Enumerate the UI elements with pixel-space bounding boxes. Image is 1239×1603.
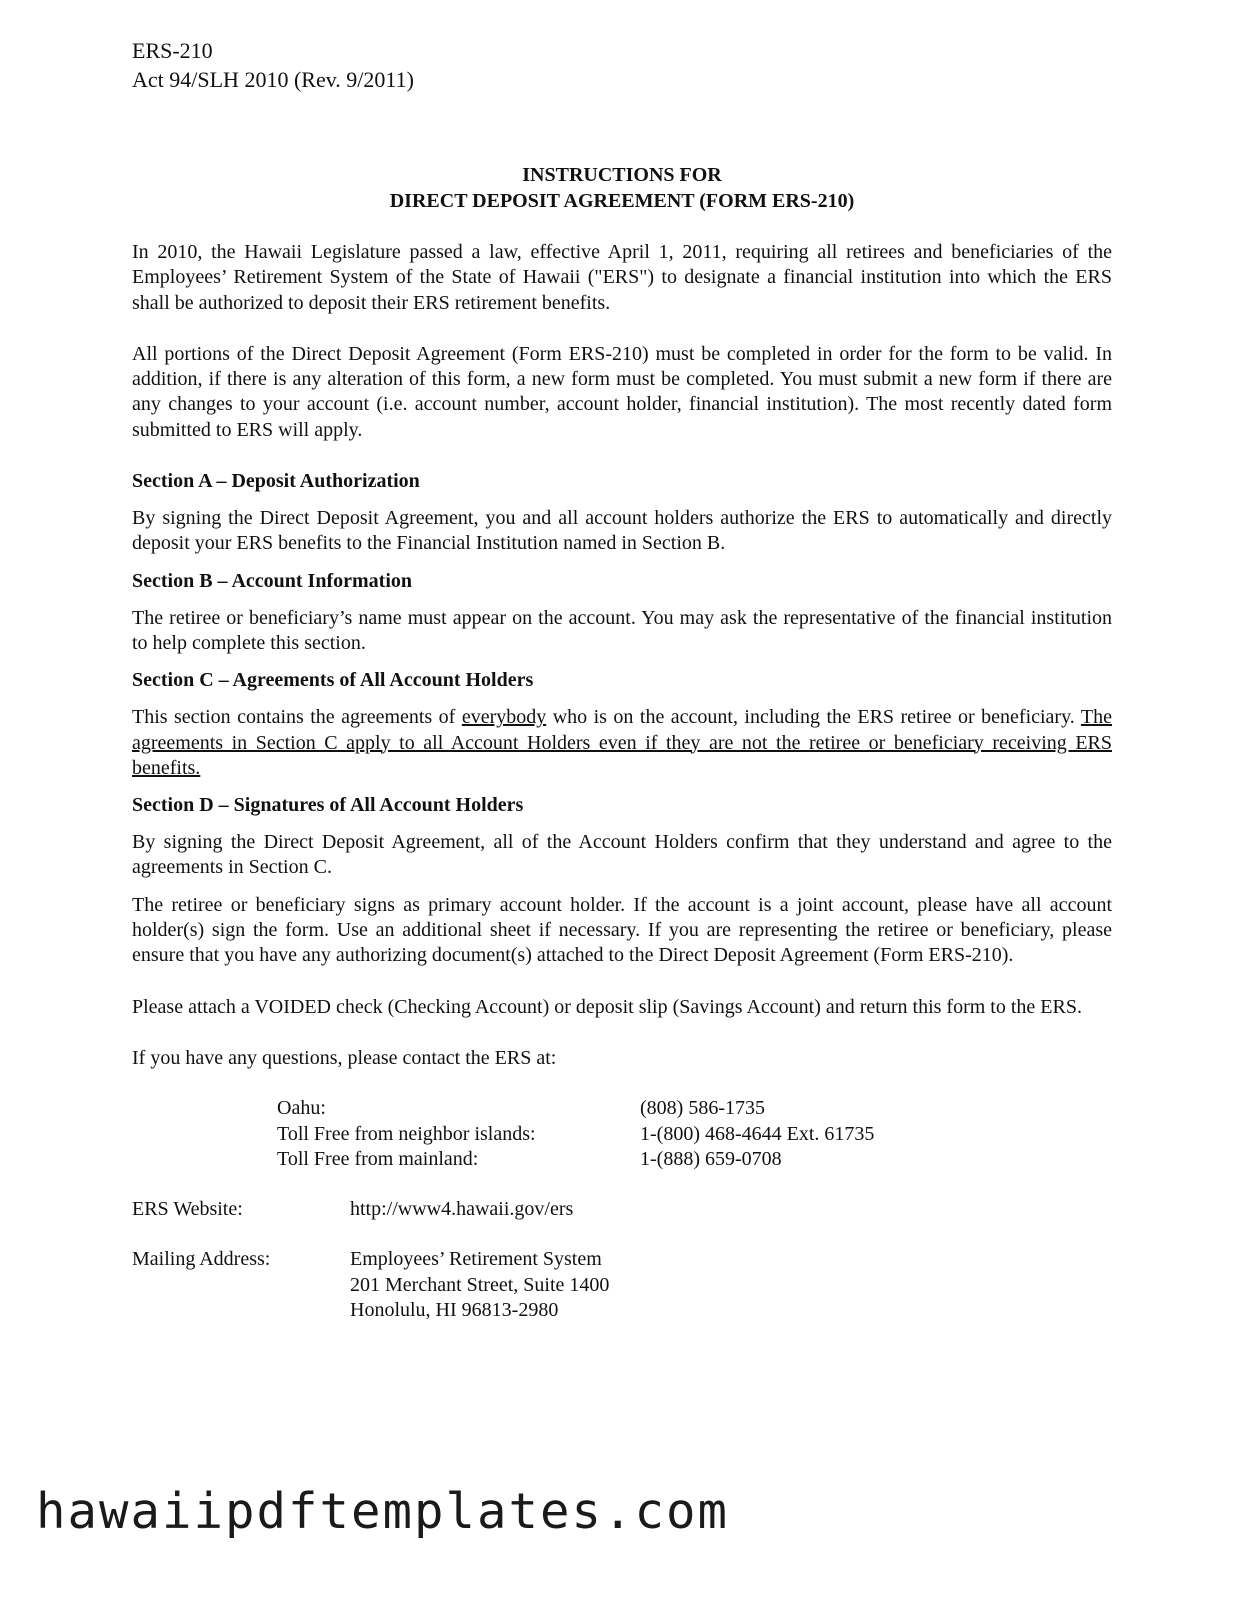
title-line-2: DIRECT DEPOSIT AGREEMENT (FORM ERS-210) — [389, 190, 855, 212]
section-d-text-2: The retiree or beneficiary signs as primary account holder. If the account is a joint account, please have all account holder(s) sign the form. Use an additional sheet if necessary. If you are representing the retiree or beneficiary, please ensure that you have any authorizing document(s) attached to the Direct Deposit Agreement (Form ERS-210). — [132, 893, 1112, 967]
section-c-text-start: This section contains the agreements of — [132, 706, 462, 729]
address-line: Honolulu, HI 96813-2980 — [350, 1299, 559, 1322]
section-d-text-1: By signing the Direct Deposit Agreement, all of the Account Holders confirm that they understand and agree to the agreements in Section C. — [132, 831, 1112, 879]
address-line: 201 Merchant Street, Suite 1400 — [350, 1273, 610, 1296]
attach-instructions: Please attach a VOIDED check (Checking Account) or deposit slip (Savings Account) and return this form to the ERS. — [132, 995, 1082, 1018]
contact-label: Toll Free from mainland: — [277, 1147, 479, 1170]
contact-row — [277, 1122, 1112, 1147]
section-b-text: The retiree or beneficiary’s name must appear on the account. You may ask the representative of the financial institution to help complete this section. — [132, 606, 1112, 654]
form-number: ERS-210 — [132, 38, 213, 63]
section-b-heading: Section B – Account Information — [132, 569, 412, 592]
website-url[interactable]: http://www4.hawaii.gov/ers — [350, 1198, 574, 1221]
intro-paragraph-1: In 2010, the Hawaii Legislature passed a law, effective April 1, 2011, requiring all retirees and beneficiaries of the Employees’ Retirement System of the State of Hawaii ("ERS") to designate a financial institution into which the ERS shall be authorized to deposit their ERS retirement benefits. — [132, 241, 1112, 314]
contact-phone: 1-(888) 659-0708 — [640, 1147, 782, 1170]
mailing-row — [132, 1247, 1112, 1323]
website-row — [132, 1197, 1112, 1222]
contact-phone: (808) 586-1735 — [640, 1097, 765, 1120]
section-a-text: By signing the Direct Deposit Agreement, you and all account holders authorize the ERS to automatically and directly deposit your ERS benefits to the Financial Institution named in Section B. — [132, 507, 1112, 555]
section-c-text-middle: who is on the account, including the ERS retiree or beneficiary. — [546, 706, 1081, 729]
title-line-1: INSTRUCTIONS FOR — [522, 164, 722, 186]
document-page — [132, 36, 1112, 1348]
contact-row — [277, 1096, 1112, 1121]
section-c-underlined-sentence: The agreements in Section C apply to all Account Holders even if they are not the retiree or beneficiary receiving ERS benefits. — [132, 706, 1112, 779]
site-watermark: hawaiipdftemplates.com — [36, 1483, 730, 1540]
contact-label: Toll Free from neighbor islands: — [277, 1122, 536, 1145]
form-revision: Act 94/SLH 2010 (Rev. 9/2011) — [132, 67, 414, 92]
website-label: ERS Website: — [132, 1198, 243, 1221]
ers-info — [132, 1197, 1112, 1323]
section-c-underlined-word: everybody — [461, 706, 547, 729]
document-title — [132, 162, 1112, 214]
contact-row — [277, 1147, 1112, 1172]
section-a-heading: Section A – Deposit Authorization — [132, 470, 420, 493]
intro-paragraph-2: All portions of the Direct Deposit Agreement (Form ERS-210) must be completed in order for the form to be valid. In addition, if there is any alteration of this form, a new form must be completed. You must submit a new form if there are any changes to your account (i.e. account number, account holder, financial institution). The most recently dated form submitted to ERS will apply. — [132, 342, 1112, 441]
contact-label: Oahu: — [277, 1097, 326, 1120]
contact-list — [277, 1096, 1112, 1172]
section-d-heading: Section D – Signatures of All Account Holders — [132, 794, 524, 817]
section-c-heading: Section C – Agreements of All Account Holders — [132, 669, 534, 692]
questions-text: If you have any questions, please contact the ERS at: — [132, 1046, 557, 1069]
mailing-label: Mailing Address: — [132, 1248, 271, 1271]
section-c-text — [132, 705, 1112, 781]
mailing-address — [350, 1247, 609, 1323]
address-line: Employees’ Retirement System — [350, 1248, 602, 1271]
contact-phone: 1-(800) 468-4644 Ext. 61735 — [640, 1122, 875, 1145]
